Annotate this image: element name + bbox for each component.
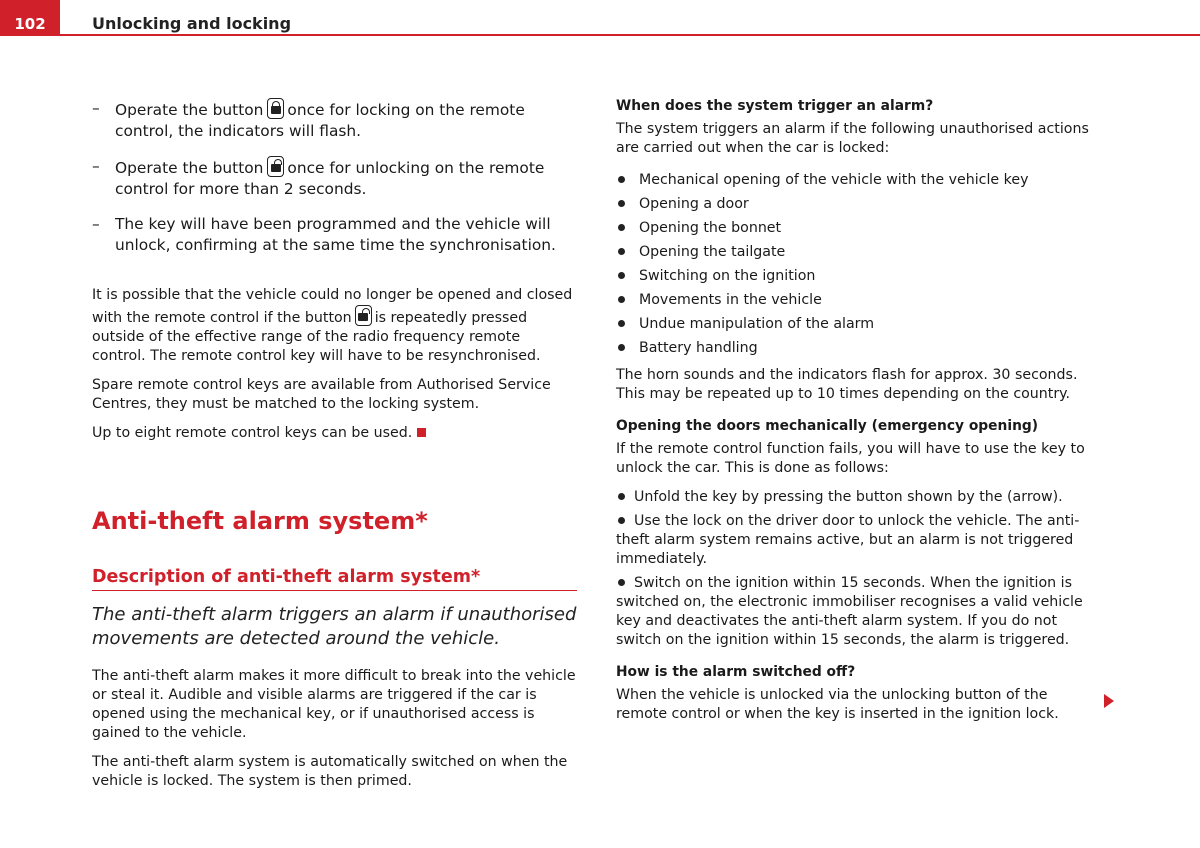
lock-button-icon (267, 98, 284, 119)
question-heading: Opening the doors mechanically (emergency opening) (616, 418, 1039, 434)
paragraph: It is possible that the vehicle could no longer be opened and closed with the remote control if the button is repeatedly pressed outside of the effective range of the radio frequency remote control. The remote control key will have to be resynchronised. (92, 287, 573, 364)
bullet-icon (618, 296, 625, 303)
question-heading: How is the alarm switched off? (616, 664, 856, 680)
lead-text: The anti-theft alarm triggers an alarm if unauthorised movements are detected around the vehicle. (92, 604, 577, 649)
bullet-icon (618, 200, 625, 207)
bullet-icon (618, 579, 625, 586)
step-dash: – (92, 99, 100, 117)
unlock-button-icon (355, 305, 372, 326)
step-text-after: once for locking on the remote control, the indicators will flash. (115, 101, 525, 140)
paragraph: The anti-theft alarm makes it more difficult to break into the vehicle or steal it. Audible and visible alarms are triggered if the car is opened using the mechanical key, or if unauthorised access is gained to the vehicle. (92, 668, 576, 741)
bullet-icon (618, 176, 625, 183)
paragraph: Spare remote control keys are available from Authorised Service Centres, they must be matched to the locking system. (92, 377, 551, 412)
list-item: Mechanical opening of the vehicle with the vehicle key (616, 168, 1100, 192)
step-dash: – (92, 157, 100, 175)
paragraph: If the remote control function fails, you will have to use the key to unlock the car. This is done as follows: (616, 441, 1085, 476)
list-item: Switching on the ignition (616, 264, 1100, 288)
list-item: Opening the bonnet (616, 216, 1100, 240)
continue-arrow-icon (1104, 694, 1114, 708)
step-text-before: Operate the button (115, 101, 264, 119)
list-item: Unfold the key by pressing the button shown by the (arrow). (616, 488, 1100, 507)
list-item: Opening a door (616, 192, 1100, 216)
bullet-icon (618, 320, 625, 327)
bullet-icon (618, 272, 625, 279)
step-text-after: once for unlocking on the remote control for more than 2 seconds. (115, 159, 545, 198)
step-dash: – (92, 215, 100, 233)
paragraph: The horn sounds and the indicators flash for approx. 30 seconds. This may be repeated up to 10 times depending on the country. (616, 367, 1078, 402)
paragraph: Up to eight remote control keys can be used. (92, 424, 577, 443)
page-header (0, 0, 1200, 37)
paragraph: The anti-theft alarm system is automatically switched on when the vehicle is locked. The system is then primed. (92, 754, 568, 789)
end-of-section-icon (417, 428, 426, 437)
alarm-trigger-list (616, 168, 1100, 360)
left-column (92, 98, 577, 801)
unlock-button-icon (267, 156, 284, 177)
bullet-icon (618, 248, 625, 255)
header-rule (60, 34, 1200, 36)
list-item: Opening the tailgate (616, 240, 1100, 264)
paragraph: The system triggers an alarm if the following unauthorised actions are carried out when the car is locked: (616, 121, 1089, 156)
list-item: Use the lock on the driver door to unlock the vehicle. The anti-theft alarm system remains active, but an alarm is not triggered immediately. (616, 513, 1080, 567)
list-item: Movements in the vehicle (616, 288, 1100, 312)
step-text: The key will have been programmed and the vehicle will unlock, confirming at the same time the synchronisation. (115, 215, 556, 254)
right-column (616, 98, 1100, 734)
instruction-step (92, 98, 577, 142)
bullet-icon (618, 344, 625, 351)
subsection-title: Description of anti-theft alarm system* (92, 567, 577, 591)
instruction-step (92, 214, 577, 256)
chapter-title: Unlocking and locking (92, 14, 292, 33)
page-number: 102 (0, 0, 60, 36)
bullet-icon (618, 224, 625, 231)
list-item: Battery handling (616, 336, 1100, 360)
bullet-icon (618, 493, 625, 500)
paragraph: When the vehicle is unlocked via the unlocking button of the remote control or when the key is inserted in the ignition lock. (616, 687, 1059, 722)
section-title: Anti-theft alarm system* (92, 507, 428, 535)
list-item: Undue manipulation of the alarm (616, 312, 1100, 336)
question-heading: When does the system trigger an alarm? (616, 98, 934, 114)
list-item: Switch on the ignition within 15 seconds. When the ignition is switched on, the electronic immobiliser recognises a valid vehicle key and deactivates the anti-theft alarm system. If you do not switch on the ignition within 15 seconds, the alarm is triggered. (616, 575, 1083, 648)
step-text-before: Operate the button (115, 159, 264, 177)
instruction-step (92, 156, 577, 200)
bullet-icon (618, 517, 625, 524)
